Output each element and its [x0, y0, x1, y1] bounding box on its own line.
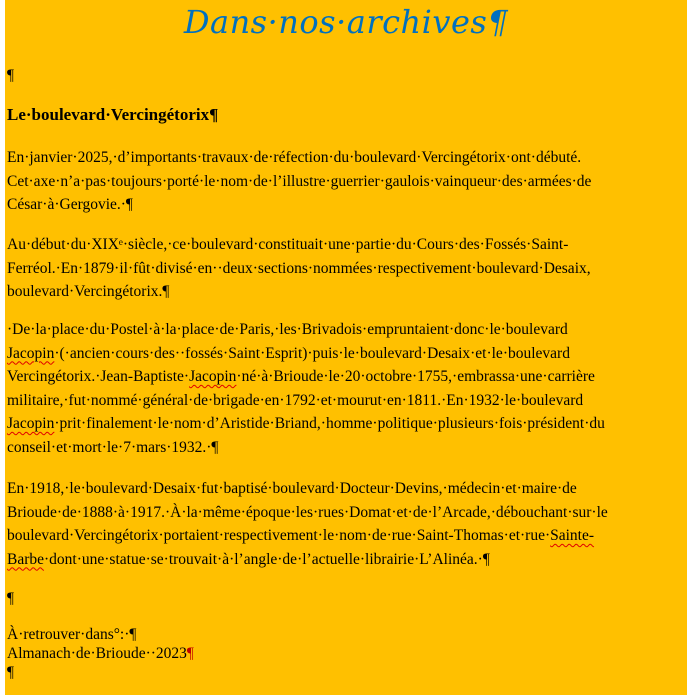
- paragraph-3-text: ·(·ancien·cours·des··fossés·Saint·Esprit)·puis·le·boulevard·Desaix·et·le·boulevard: [54, 344, 570, 362]
- paragraph-3-line: [7, 342, 687, 366]
- paragraph-3-line: [7, 412, 687, 436]
- paragraph-4-line: [7, 524, 687, 548]
- paragraph-3-line: militaire,·fut·nommé·général·de·brigade·en·1792·et·mourut·en·1811.·En·1932·le·boulevard: [7, 391, 584, 409]
- paragraph-3-text: ·né·à·Brioude·le·20·octobre·1755,·embrassa·une·carrière: [236, 368, 595, 385]
- paragraph-1-line: Cet·axe·n’a·pas·toujours·porté·le·nom·de·l’illustre·guerrier·gaulois·vainqueur·des·armées·de: [7, 172, 592, 190]
- spellcheck-word: Jacopin: [189, 368, 237, 385]
- source-block: [7, 625, 687, 682]
- paragraph-4-line: Brioude·de·1888·à·1917.·À·la·même·époque·les·rues·Domat·et·de·l’Arcade,·débouchant·sur·le: [7, 503, 608, 521]
- paragraph-3-line: [7, 365, 687, 389]
- paragraph-3-text: Vercingétorix.·Jean-Baptiste·: [7, 368, 190, 385]
- empty-paragraph-mark: ¶: [7, 67, 15, 84]
- document-page: [5, 0, 687, 695]
- paragraph-2-line: boulevard·Vercingétorix.¶: [7, 283, 170, 300]
- source-title: [7, 644, 687, 663]
- source-title-text: Almanach·de·Brioude··2023: [7, 645, 187, 662]
- paragraph-4-line: [7, 548, 687, 572]
- paragraph-3: [7, 318, 687, 459]
- paragraph-2-line: Au·début·du·XIXᵉ·siècle,·ce·boulevard·constituait·une·partie·du·Cours·des·Fossés·Saint-: [7, 236, 569, 253]
- paragraph-4: [7, 477, 687, 571]
- spellcheck-word: Barbe: [7, 550, 45, 568]
- paragraph-3-text: ·prit·finalement·le·nom·d’Aristide·Briand,·homme·politique·plusieurs·fois·président·du: [54, 415, 605, 432]
- source-intro: À·retrouver·dans°:·¶: [7, 626, 137, 643]
- paragraph-2: [7, 233, 687, 304]
- paragraph-1: [7, 146, 687, 217]
- paragraph-mark: ¶: [186, 645, 194, 662]
- paragraph-4-text: boulevard·Vercingétorix·portaient·respectivement·le·nom·de·rue·Saint-Thomas·et·rue·: [7, 527, 551, 544]
- end-paragraph-mark: ¶: [7, 664, 15, 681]
- page-title: Dans·nos·archives¶: [183, 3, 509, 41]
- spellcheck-word: Jacopin: [7, 344, 55, 362]
- spellcheck-word: Jacopin: [7, 415, 55, 432]
- paragraph-1-line: César·à·Gergovie.·¶: [7, 196, 133, 213]
- paragraph-4-text: ·dont·une·statue·se·trouvait·à·l’angle·de·l’actuelle·librairie·L’Alinéa.·¶: [44, 550, 490, 568]
- paragraph-2-line: Ferréol.·En·1879·il·fût·divisé·en··deux·sections·nommées·respectivement·boulevard·Desaix,: [7, 259, 591, 277]
- empty-paragraph-mark: ¶: [7, 590, 15, 607]
- article-heading: Le·boulevard·Vercingétorix¶: [7, 105, 219, 124]
- paragraph-3-line: conseil·et·mort·le·7·mars·1932.·¶: [7, 438, 219, 456]
- paragraph-4-line: En·1918,·le·boulevard·Desaix·fut·baptisé·boulevard·Docteur·Devins,·médecin·et·maire·de: [7, 480, 577, 497]
- spellcheck-word: Sainte-: [550, 527, 595, 544]
- paragraph-1-line: En·janvier·2025,·d’importants·travaux·de·réfection·du·boulevard·Vercingétorix·ont·débuté.: [7, 149, 582, 166]
- paragraph-3-line: ·De·la·place·du·Postel·à·la·place·de·Paris,·les·Brivadois·empruntaient·donc·le·boulevard: [7, 321, 568, 338]
